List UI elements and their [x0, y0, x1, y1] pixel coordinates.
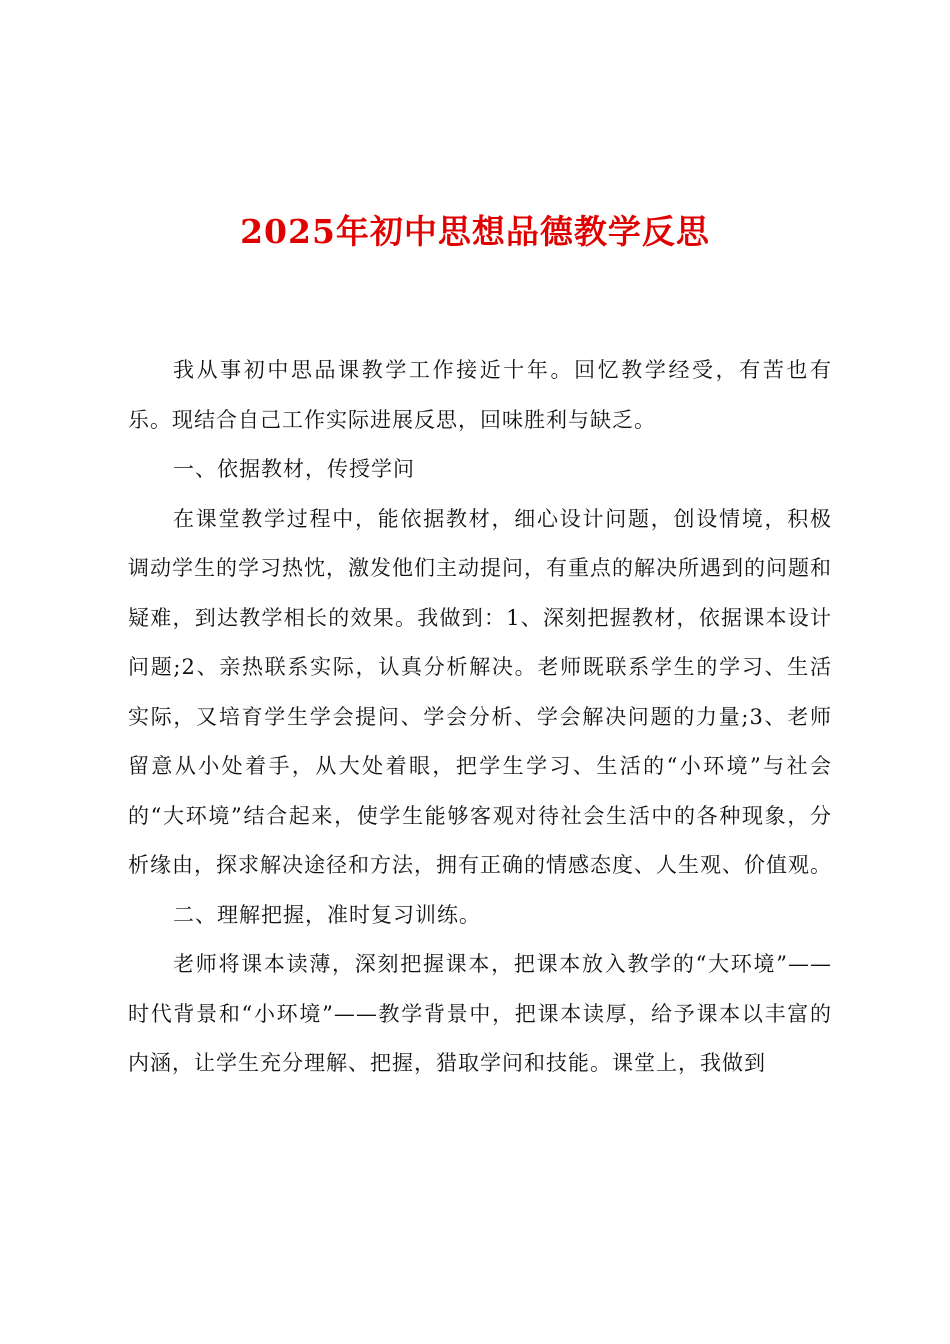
paragraph-section-one: 在课堂教学过程中，能依据教材，细心设计问题，创设情境，积极调动学生的学习热忱，激发他们主动提问，有重点的解决所遇到的问题和疑难，到达教学相长的效果。我做到：1、深刻把握教材，依据课本设计问题;2、亲热联系实际，认真分析解决。老师既联系学生的学习、生活实际，又培育学生学会提问、学会分析、学会解决问题的力量;3、老师留意从小处着手，从大处着眼，把学生学习、生活的“小环境”与社会的“大环境”结合起来，使学生能够客观对待社会生活中的各种现象，分析缘由，探求解决途径和方法，拥有正确的情感态度、人生观、价值观。: [128, 506, 832, 877]
document-title: 2025年初中思想品德教学反思: [240, 212, 710, 251]
heading-section-one: 一、依据教材，传授学问: [173, 457, 415, 481]
heading-section-two: 二、理解把握，准时复习训练。: [173, 902, 481, 927]
document-body: [128, 346, 832, 1089]
paragraph-section-two: 老师将课本读薄，深刻把握课本，把课本放入教学的“大环境”——时代背景和“小环境”——教学背景中，把课本读厚，给予课本以丰富的内涵，让学生充分理解、把握，猎取学问和技能。课堂上，我做到: [128, 952, 832, 1075]
paragraph-intro: 我从事初中思品课教学工作接近十年。回忆教学经受，有苦也有乐。现结合自己工作实际进展反思，回味胜利与缺乏。: [128, 358, 832, 432]
